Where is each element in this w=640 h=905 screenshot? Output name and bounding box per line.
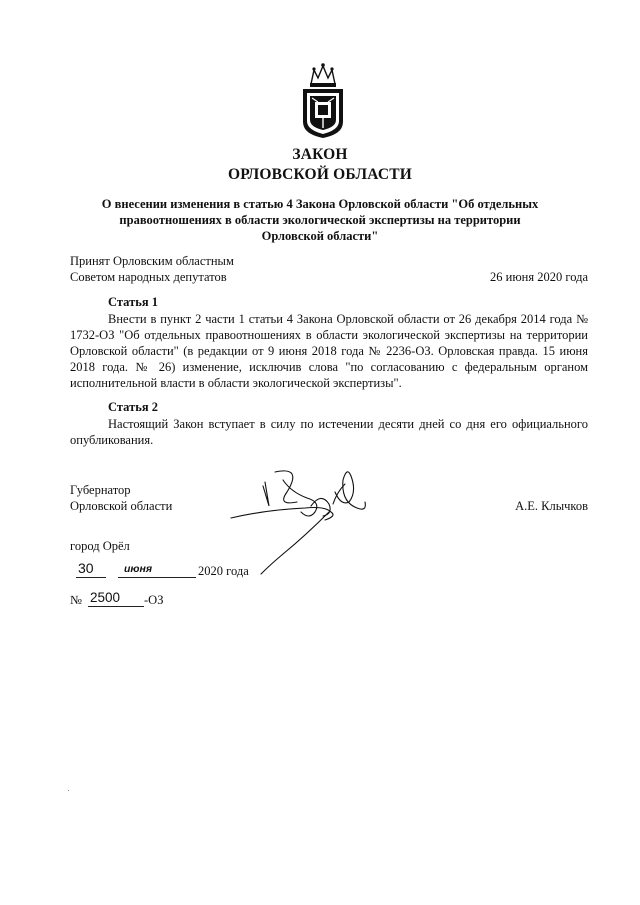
governor-position [70, 482, 172, 514]
signing-year: 2020 года [198, 564, 249, 578]
article-2-heading: Статья 2 [108, 400, 158, 414]
number-underline [88, 606, 144, 607]
scan-speck [68, 790, 69, 791]
law-subject: О внесении изменения в статью 4 Закона Орловской области "Об отдельных правоотношениях в области экологической экспертизы на территории Орловской области" [101, 197, 539, 243]
month-underline [118, 577, 196, 578]
law-region: ОРЛОВСКОЙ ОБЛАСТИ [227, 166, 413, 183]
coat-of-arms-icon [298, 62, 348, 140]
number-suffix: -ОЗ [144, 593, 164, 607]
number-value: 2500 [90, 590, 121, 605]
signing-city: город Орёл [70, 539, 130, 553]
signing-day: 30 [78, 560, 94, 576]
adoption-date: 26 июня 2020 года [490, 270, 588, 284]
number-sign: № [70, 593, 82, 607]
law-title: ЗАКОН [292, 146, 348, 163]
adoption-line: Принят Орловским областным [70, 254, 234, 268]
article-1-heading: Статья 1 [108, 295, 158, 309]
adoption-body [70, 253, 234, 285]
signing-month: июня [124, 563, 153, 575]
signing-date [70, 562, 310, 582]
law-number [70, 591, 270, 611]
adoption-line: Советом народных депутатов [70, 270, 227, 284]
governor-name: А.Е. Клычков [515, 499, 588, 513]
governor-position-line: Орловской области [70, 499, 173, 513]
day-underline [76, 577, 106, 578]
governor-position-line: Губернатор [70, 483, 131, 497]
article-1-text: Внести в пункт 2 части 1 статьи 4 Закона Орловской области от 26 декабря 2014 года № 1732-ОЗ "Об отдельных правоотношениях в области экологической экспертизы на территории Орловской области" (в редакции от 9 июня 2018 года № 2236-ОЗ. Орловская правда. 15 июня 2018 года. № 26) изменение, исключив слова "по согласованию с федеральным органом исполнительной власти в области экологической экспертизы". [70, 312, 588, 390]
article-2-text: Настоящий Закон вступает в силу по истечении десяти дней со дня его официального опубликования. [70, 417, 588, 447]
